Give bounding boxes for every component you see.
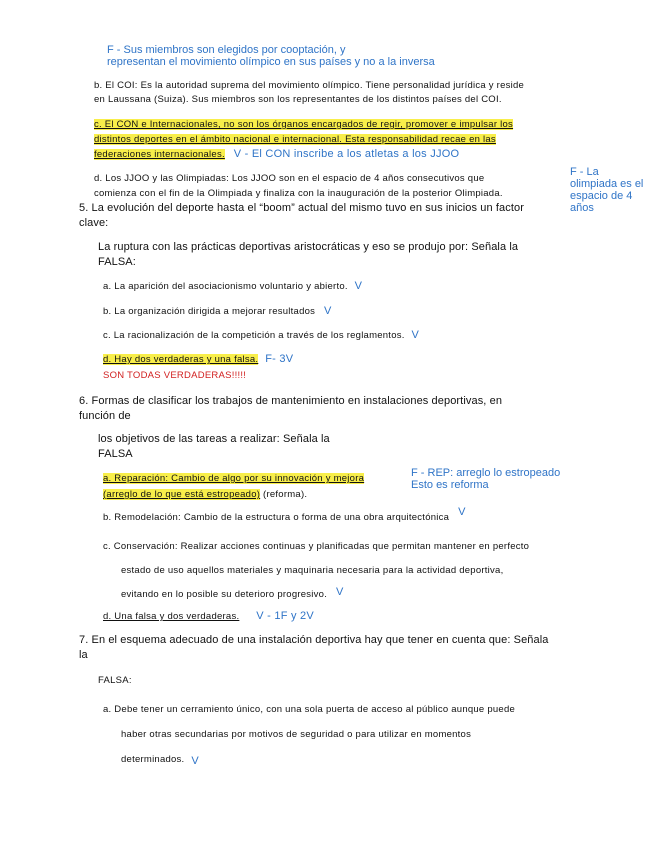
highlighted-text: distintos deportes en el ámbito nacional e internacional. Esta responsabilidad recae en las	[94, 134, 496, 145]
question-7: 7. En el esquema adecuado de una instalación deportiva hay que tener en cuenta que: Señala la	[79, 634, 549, 661]
mark-v: V	[324, 305, 332, 317]
highlighted-text: d. Hay dos verdaderas y una falsa.	[103, 354, 259, 365]
question-5: 5. La evolución del deporte hasta el “boom” actual del mismo tuvo en sus inicios un factor clave:	[79, 202, 524, 229]
annotation-f-rep: F - REP: arreglo lo estropeado Esto es reforma	[411, 467, 561, 491]
annotation-v-con: V - El CON inscribe a los atletas a los JJOO	[233, 148, 460, 160]
highlighted-text: (arreglo de lo que está estropeado)	[103, 489, 261, 500]
option-d-jjoo: d. Los JJOO y las Olimpiadas: Los JJOO son en el espacio de 4 años consecutivos que comienza con el fin de la Olimpiada y finaliza con la inauguración de la posterior Olimpiada.	[94, 173, 503, 199]
mark-v: V	[191, 755, 199, 767]
mark-v: V	[335, 586, 344, 598]
question-7-prompt: FALSA:	[98, 675, 132, 686]
highlighted-text: federaciones internacionales.	[94, 149, 225, 160]
q5-option-a: a. La aparición del asociacionismo voluntario y abierto. V	[103, 280, 363, 292]
q6-option-d: d. Una falsa y dos verdaderas. V - 1F y 2V	[103, 610, 315, 622]
q6-option-b: b. Remodelación: Cambio de la estructura o forma de una obra arquitectónica V	[103, 506, 466, 523]
mark-v: V	[411, 329, 420, 341]
option-b-coi: b. El COI: Es la autoridad suprema del movimiento olímpico. Tiene personalidad jurídica y reside en Laussana (Suiza). Sus miembros son los representantes de los distintos países del COI.	[94, 80, 525, 105]
q5-option-d	[103, 353, 293, 367]
q5-option-c: c. La racionalización de la competición a través de los reglamentos. V	[103, 329, 420, 341]
highlighted-text: c. El CON e Internacionales, no son los órganos encargados de regir, promover e impulsar los	[94, 119, 514, 130]
mark-v: V - 1F y 2V	[256, 610, 315, 622]
mark-v: V	[354, 280, 363, 292]
correction-note: SON TODAS VERDADERAS!!!!!	[103, 370, 247, 381]
q6-option-a: a. Reparación: Cambio de algo por su innovación y mejora (arreglo de lo que está estropeado) (reforma).	[103, 473, 365, 500]
annotation-f-olimpiada: F - La olimpiada es el espacio de 4 años	[570, 166, 644, 214]
question-6: 6. Formas de clasificar los trabajos de mantenimiento en instalaciones deportivas, en función de	[79, 395, 503, 422]
annotation-f-miembros: F - Sus miembros son elegidos por cooptación, y representan el movimiento olímpico en sus países y no a la inversa	[107, 44, 435, 68]
question-6-prompt: los objetivos de las tareas a realizar: Señala la FALSA	[98, 433, 330, 460]
mark-f: F- 3V	[265, 353, 294, 365]
q7-option-a: a. Debe tener un cerramiento único, con una sola puerta de acceso al público aunque puede haber otras secundarias por motivos de seguridad o para utilizar en momentos determinados. V	[103, 704, 516, 767]
highlighted-text: a. Reparación: Cambio de algo por su innovación y mejora	[103, 473, 365, 484]
option-c-con	[94, 117, 513, 162]
q6-option-c: c. Conservación: Realizar acciones continuas y planificadas que permitan mantener en perfecto estado de uso aquellos materiales y maquinaria necesaria para la actividad deportiva, evitando en lo posible su deterioro progresivo. V	[103, 541, 530, 600]
mark-v: V	[458, 506, 466, 518]
question-5-prompt: La ruptura con las prácticas deportivas aristocráticas y eso se produjo por: Señala la FALSA:	[98, 241, 519, 268]
q5-option-b: b. La organización dirigida a mejorar resultados V	[103, 305, 332, 317]
